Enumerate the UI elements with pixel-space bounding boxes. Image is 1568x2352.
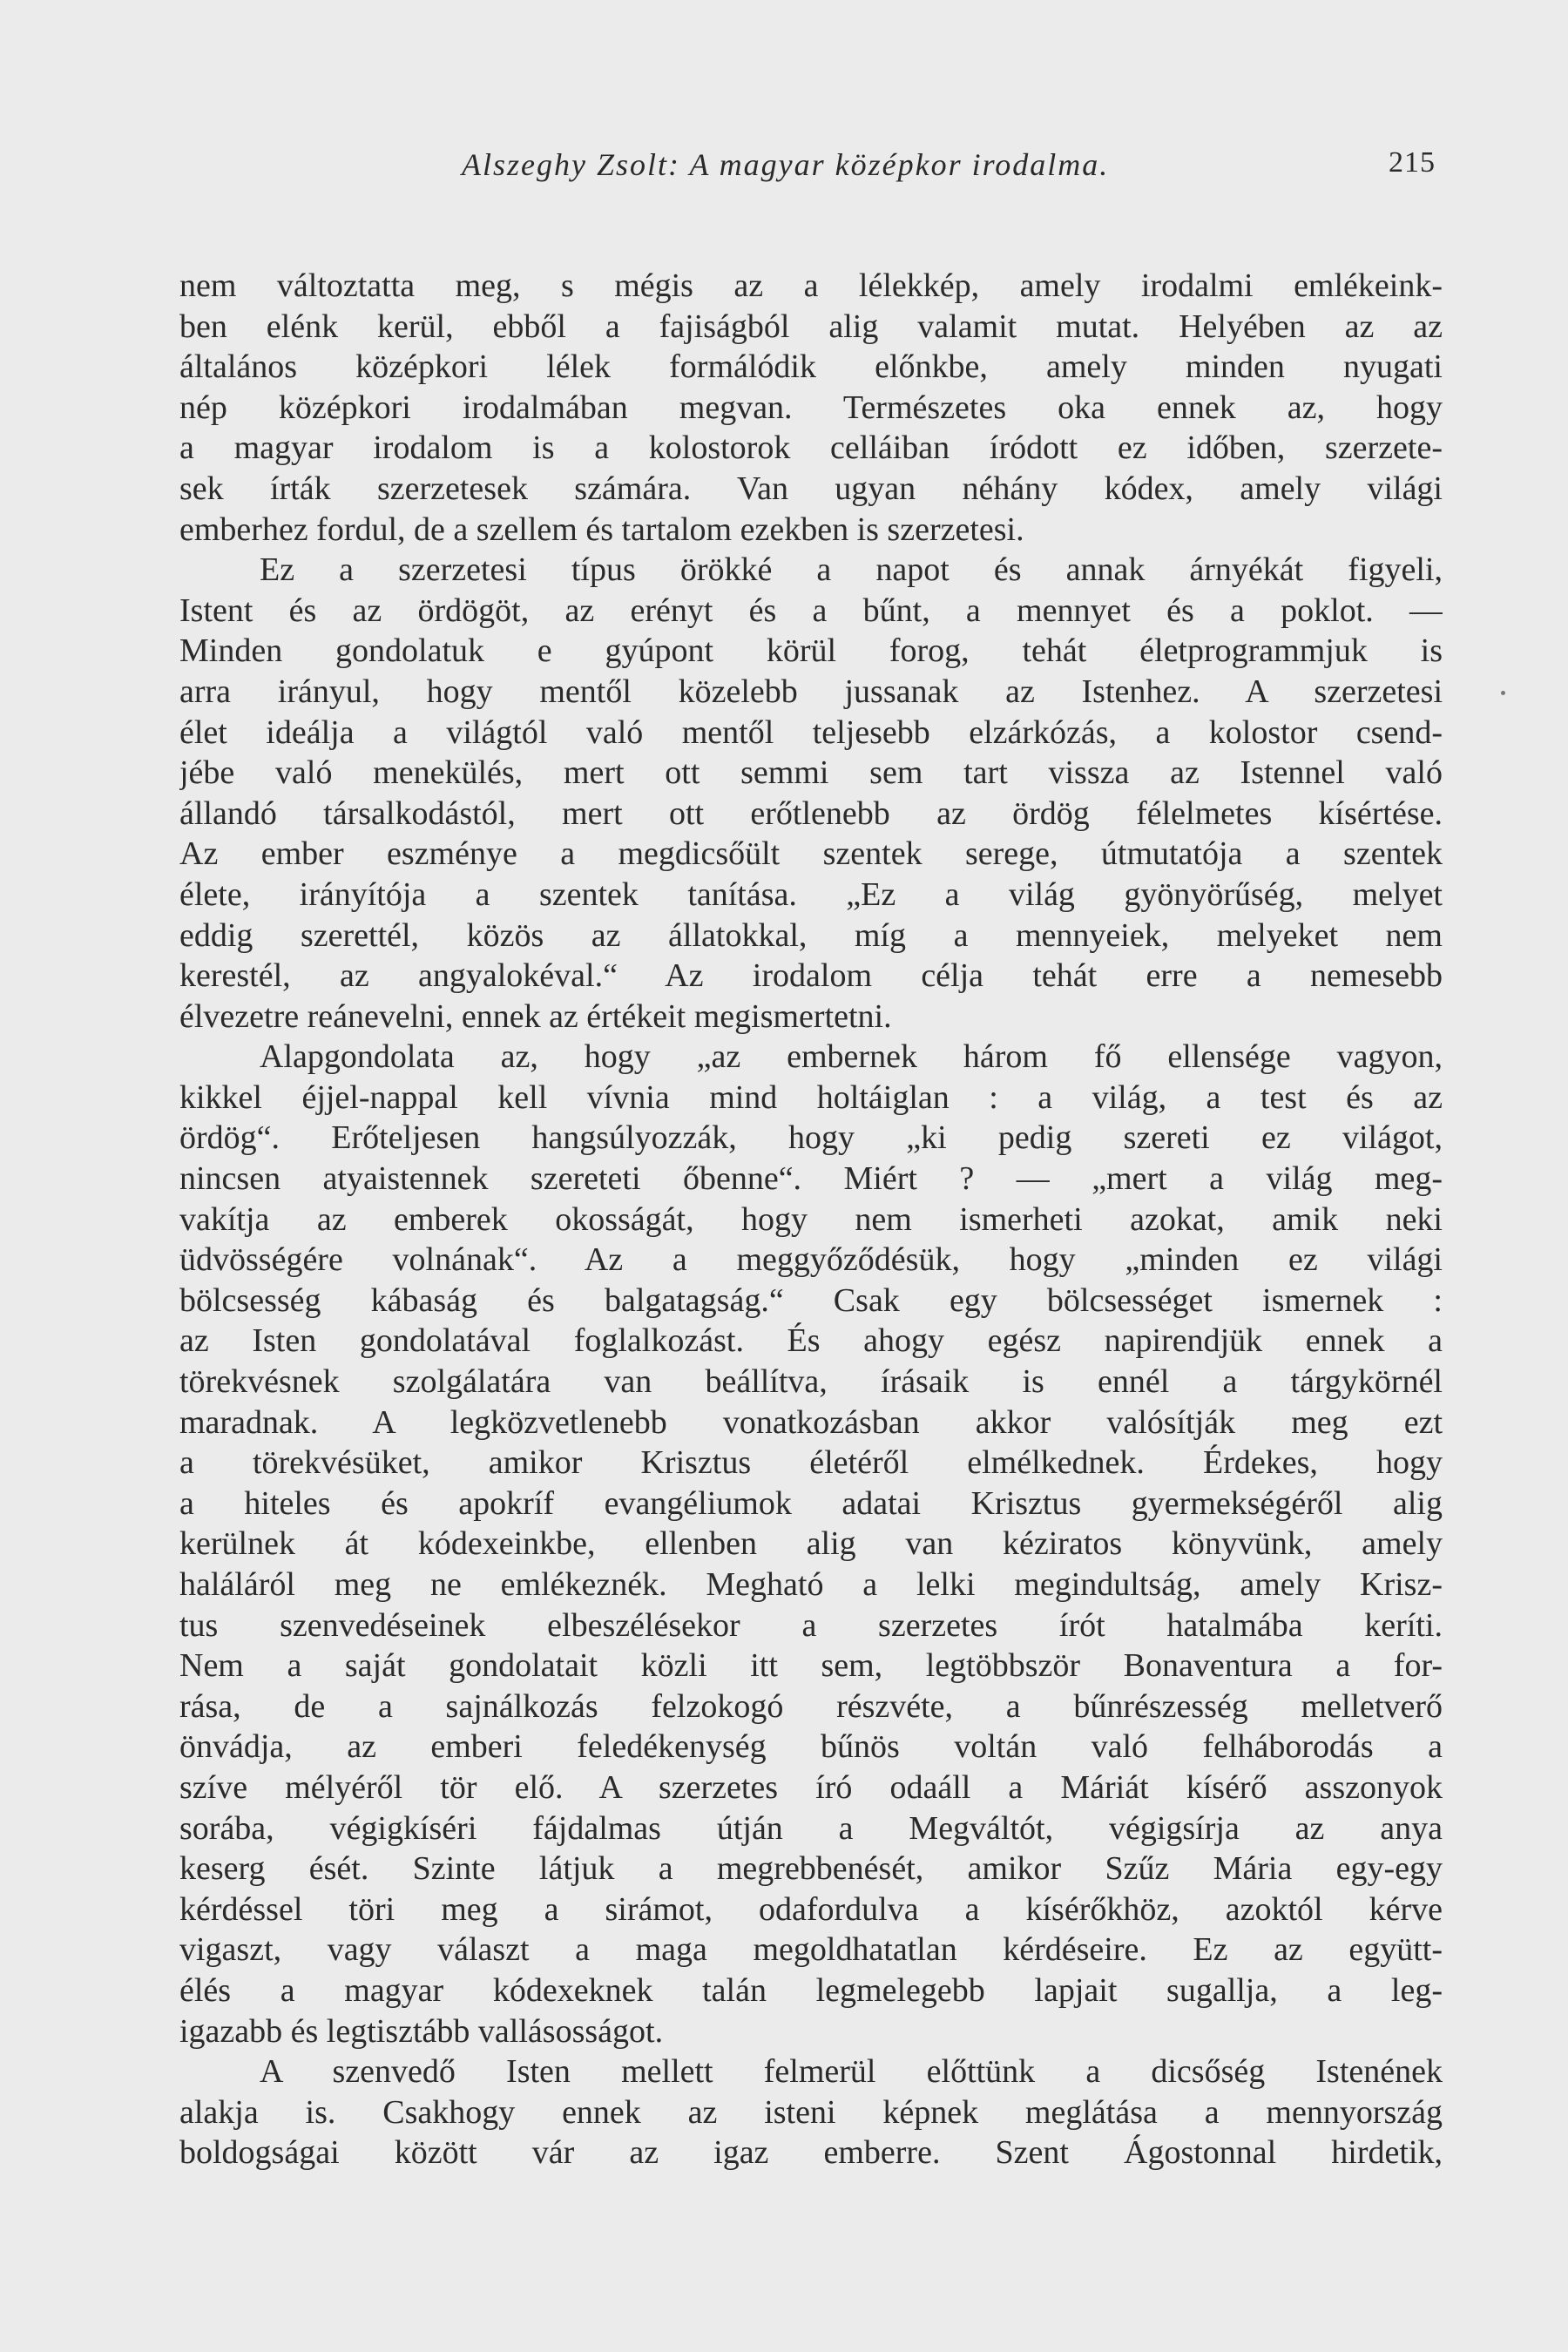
text-line: a magyar irodalom is a kolostorok celláiban íródott ez időben, szerzete- bbox=[179, 429, 1443, 467]
text-line: élete, irányítója a szentek tanítása. „Ez a világ gyönyörűség, melyet bbox=[179, 875, 1443, 913]
text-line: általános középkori lélek formálódik előnkbe, amely minden nyugati bbox=[179, 348, 1443, 386]
text-line: kérdéssel töri meg a sirámot, odafordulva a kísérőkhöz, azoktól kérve bbox=[179, 1890, 1443, 1928]
body-text bbox=[179, 266, 1443, 2173]
text-line: rása, de a sajnálkozás felzokogó részvéte, a bűnrészesség melletverő bbox=[179, 1687, 1443, 1725]
text-line: kikkel éjjel-nappal kell vívnia mind holtáiglan : a világ, a test és az bbox=[179, 1078, 1443, 1116]
text-line: emberhez fordul, de a szellem és tartalom ezekben is szerzetesi. bbox=[179, 510, 1024, 548]
text-line: arra irányul, hogy mentől közelebb jussanak az Istenhez. A szerzetesi bbox=[179, 672, 1443, 710]
text-line: A szenvedő Isten mellett felmerül előttünk a dicsőség Istenének bbox=[260, 2053, 1443, 2091]
text-line: alakja is. Csakhogy ennek az isteni képnek meglátása a mennyország bbox=[179, 2093, 1443, 2131]
text-line: nép középkori irodalmában megvan. Természetes oka ennek az, hogy bbox=[179, 389, 1443, 426]
text-line: sek írták szerzetesek számára. Van ugyan néhány kódex, amely világi bbox=[179, 470, 1443, 507]
text-line: a hiteles és apokríf evangéliumok adatai Krisztus gyermekségéről alig bbox=[179, 1484, 1443, 1522]
text-line: keserg ését. Szinte látjuk a megrebbenését, amikor Szűz Mária egy-egy bbox=[179, 1850, 1443, 1888]
text-line: jébe való menekülés, mert ott semmi sem tart vissza az Istennel való bbox=[179, 754, 1443, 792]
text-line: ördög“. Erőteljesen hangsúlyozzák, hogy „ki pedig szereti ez világot, bbox=[179, 1119, 1443, 1157]
text-line: nem változtatta meg, s mégis az a lélekkép, amely irodalmi emlékeink- bbox=[179, 267, 1443, 304]
text-line: kerestél, az angyalokéval.“ Az irodalom célja tehát erre a nemesebb bbox=[179, 957, 1443, 995]
text-line: törekvésnek szolgálatára van beállítva, írásaik is ennél a tárgykörnél bbox=[179, 1363, 1443, 1401]
text-line: boldogságai között vár az igaz emberre. Szent Ágostonnal hirdetik, bbox=[179, 2134, 1443, 2172]
text-line: igazabb és legtisztább vallásosságot. bbox=[179, 2012, 664, 2050]
text-line: Istent és az ördögöt, az erényt és a bűnt, a mennyet és a poklot. — bbox=[179, 591, 1443, 629]
text-line: Az ember eszménye a megdicsőült szentek serege, útmutatója a szentek bbox=[179, 835, 1443, 873]
text-line: eddig szerettél, közös az állatokkal, míg a mennyeiek, melyeket nem bbox=[179, 916, 1443, 954]
text-line: Alapgondolata az, hogy „az embernek három fő ellensége vagyon, bbox=[260, 1038, 1443, 1076]
text-line: élés a magyar kódexeknek talán legmelegebb lapjait sugallja, a leg- bbox=[179, 1971, 1443, 2009]
page-number: 215 bbox=[1389, 146, 1436, 179]
text-line: vakítja az emberek okosságát, hogy nem ismerheti azokat, amik neki bbox=[179, 1200, 1443, 1238]
text-line: tus szenvedéseinek elbeszélésekor a szerzetes írót hatalmába keríti. bbox=[179, 1606, 1443, 1644]
text-line: élet ideálja a világtól való mentől teljesebb elzárkózás, a kolostor csend- bbox=[179, 713, 1443, 751]
running-title: Alszeghy Zsolt: A magyar középkor irodalma. bbox=[462, 147, 1110, 182]
text-line: vigaszt, vagy választ a maga megoldhatatlan kérdéseire. Ez az együtt- bbox=[179, 1931, 1443, 1969]
text-line: állandó társalkodástól, mert ott erőtlenebb az ördög félelmetes kísértése. bbox=[179, 794, 1443, 832]
text-line: Minden gondolatuk e gyúpont körül forog, tehát életprogrammjuk is bbox=[179, 632, 1443, 670]
paper-speck bbox=[1501, 691, 1505, 695]
text-line: szíve mélyéről tör elő. A szerzetes író odaáll a Máriát kísérő asszonyok bbox=[179, 1768, 1443, 1806]
text-line: nincsen atyaistennek szereteti őbenne“. Miért ? — „mert a világ meg- bbox=[179, 1160, 1443, 1198]
text-line: Nem a saját gondolatait közli itt sem, legtöbbször Bonaventura a for- bbox=[179, 1647, 1443, 1685]
text-line: önvádja, az emberi feledékenység bűnös voltán való felháborodás a bbox=[179, 1728, 1443, 1766]
text-line: élvezetre reánevelni, ennek az értékeit megismertetni. bbox=[179, 997, 892, 1035]
text-line: üdvösségére volnának“. Az a meggyőződésük, hogy „minden ez világi bbox=[179, 1241, 1443, 1279]
text-line: bölcsesség kábaság és balgatagság.“ Csak egy bölcsességet ismernek : bbox=[179, 1281, 1443, 1319]
text-line: haláláról meg ne emlékeznék. Megható a lelki megindultság, amely Krisz- bbox=[179, 1566, 1443, 1603]
text-line: az Isten gondolatával foglalkozást. És ahogy egész napirendjük ennek a bbox=[179, 1322, 1443, 1360]
text-line: Ez a szerzetesi típus örökké a napot és annak árnyékát figyeli, bbox=[260, 551, 1443, 589]
text-line: ben elénk kerül, ebből a fajiságból alig valamit mutat. Helyében az az bbox=[179, 308, 1443, 345]
text-line: sorába, végigkíséri fájdalmas útján a Megváltót, végigsírja az anya bbox=[179, 1809, 1443, 1847]
text-line: maradnak. A legközvetlenebb vonatkozásban akkor valósítják meg ezt bbox=[179, 1403, 1443, 1441]
text-line: kerülnek át kódexeinkbe, ellenben alig van kéziratos könyvünk, amely bbox=[179, 1525, 1443, 1563]
text-line: a törekvésüket, amikor Krisztus életéről elmélkednek. Érdekes, hogy bbox=[179, 1444, 1443, 1482]
